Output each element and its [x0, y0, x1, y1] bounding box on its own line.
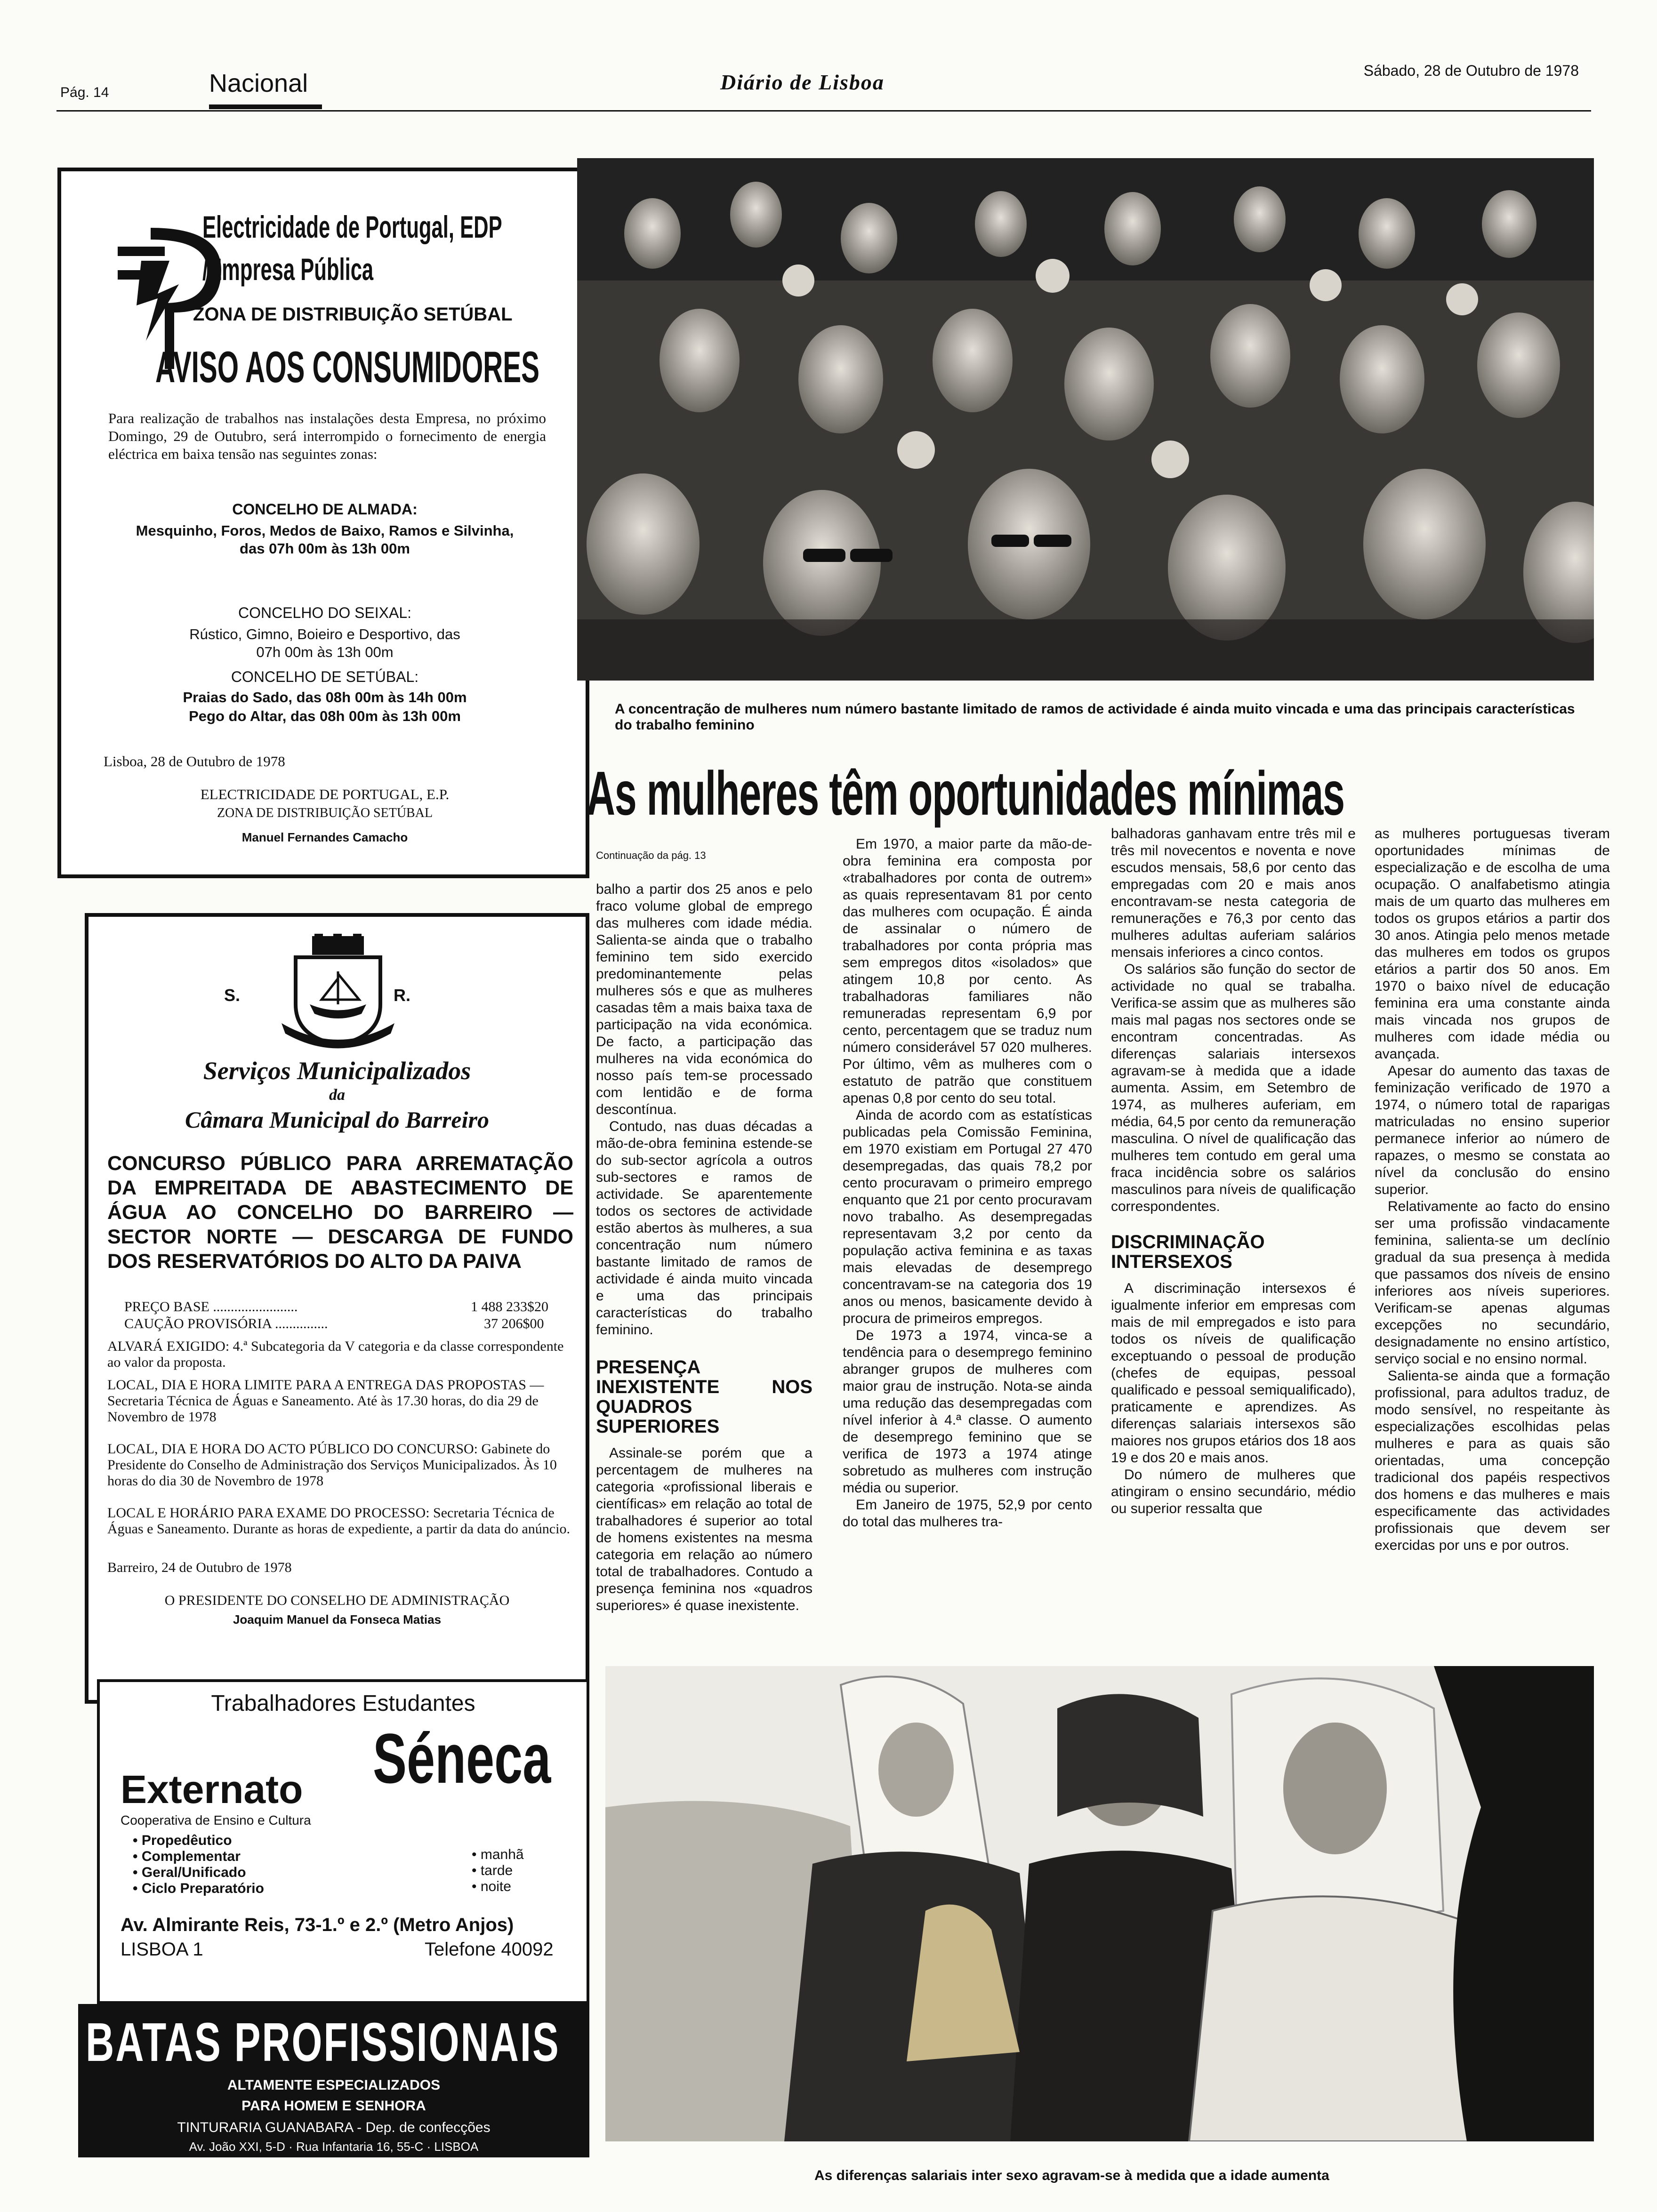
- edp-sign3: Manuel Fernandes Camacho: [241, 830, 408, 844]
- paragraph: balhadoras ganhavam entre três mil e três mil novecentos e noventa e nove escudos mensais, 58,6 por cento das empregadas com 20 e mais anos encontravam-se nesta categoria de remunerações e 76,3 por cento das mulheres adultas auferiam salários mensais inferiores a cinco contos.: [1111, 826, 1356, 960]
- course-item: • Ciclo Preparatório: [133, 1881, 264, 1896]
- edp-zone: ZONA DE DISTRIBUIÇÃO SETÚBAL: [193, 304, 513, 325]
- edp-sign2: ZONA DE DISTRIBUIÇÃO SETÚBAL: [217, 806, 433, 820]
- headline: As mulheres têm oportunidades mínimas: [587, 759, 1344, 828]
- edp-ad: [57, 168, 589, 878]
- batas-line2: PARA HOMEM E SENHORA: [241, 2098, 426, 2114]
- article-col-1: [596, 847, 812, 1614]
- barreiro-sign2: Joaquim Manuel da Fonseca Matias: [233, 1612, 442, 1627]
- seneca-city: LISBOA 1: [121, 1939, 203, 1960]
- masthead: Diário de Lisboa: [720, 70, 885, 94]
- paragraph: Contudo, nas duas décadas a mão-de-obra feminina estende-se do sub-sector agrícola a outros sub-sectores e ramos de actividade. Se aparentemente todos os sectores de actividade estão abertos às mulheres, a sua concentração num número bastante limitado de ramos de actividade é ainda muito vincada e uma das principais características do trabalho feminino.: [596, 1119, 812, 1338]
- barreiro-title3: Câmara Municipal do Barreiro: [185, 1106, 489, 1133]
- crest-label-left: S.: [224, 986, 241, 1005]
- subhead-discriminacao: DISCRIMINAÇÃO INTERSEXOS: [1111, 1232, 1265, 1272]
- edp-place-date: Lisboa, 28 de Outubro de 1978: [104, 753, 285, 769]
- alvara-text: ALVARÁ EXIGIDO: 4.ª Subcategoria da V categoria e da classe correspondente ao valor da proposta.: [107, 1338, 564, 1370]
- edp-title-line1: Electricidade de Portugal, EDP: [202, 209, 502, 244]
- barreiro-title2: da: [329, 1086, 345, 1104]
- preco-label: PREÇO BASE ........................: [124, 1299, 298, 1314]
- paragraph: Relativamente ao facto do ensino ser uma profissão vindacamente feminina, salienta-se um declínio gradual da sua presença à medida que passamos dos níveis de ensino inferiores aos níveis superiores. Verificam-se apenas algumas excepções no secundário, designadamente no ensino artístico, serviço social e no ensino normal.: [1375, 1199, 1610, 1367]
- edp-setubal-title: CONCELHO DE SETÚBAL:: [231, 668, 419, 685]
- paragraph: A discriminação intersexos é igualmente inferior em empresas com mais de mil empregados e isto para todos os níveis de qualificação exceptuando o pessoal de produção (chefes de equipas, pessoal qualificado e pessoal semiqualificado), praticamente e aprendizes. As diferenças salariais intersexos são maiores nos grupos etários dos 18 aos 19 e dos 20 e mais anos.: [1111, 1281, 1356, 1466]
- subhead-presenca: PRESENÇA INEXISTENTE NOS QUADROS SUPERIORES: [596, 1357, 812, 1437]
- time-item: • tarde: [472, 1863, 513, 1878]
- edp-intro: Para realização de trabalhos nas instalações desta Empresa, no próximo Domingo, 29 de Outubro, será interrompido o fornecimento de energia eléctrica em baixa tensão nas seguintes zonas:: [108, 410, 546, 462]
- course-item: • Complementar: [133, 1849, 241, 1864]
- edp-seixal-title: CONCELHO DO SEIXAL:: [238, 604, 412, 621]
- barreiro-ad: [85, 913, 589, 1704]
- paragraph: Em Janeiro de 1975, 52,9 por cento do total das mulheres tra-: [843, 1497, 1092, 1530]
- paragraph: Em 1970, a maior parte da mão-de-obra feminina era composta por «trabalhadores por conta de outrem» as quais representavam 81 por cento das mulheres com ocupação. É ainda de assinalar o número de trabalhadores por conta própria mas sem empregos ditos «isolados» que atingem 10,8 por cento. As trabalhadoras familiares não remuneradas representam 6,9 por cento, percentagem que se traduz num número considerável 57 020 mulheres. Por último, vêm as mulheres com o estatuto de patrão que constituem apenas 0,8 por cento do seu total.: [843, 836, 1092, 1106]
- preco-value: 1 488 233$20: [471, 1299, 548, 1314]
- seneca-coop: Cooperativa de Ensino e Cultura: [121, 1813, 311, 1827]
- local-acto-text: LOCAL, DIA E HORA DO ACTO PÚBLICO DO CONCURSO: Gabinete do Presidente do Conselho de Administração dos Serviços Municipalizados. Às 10 horas do dia 30 de Novembro de 1978: [107, 1441, 557, 1489]
- article-col-3: [1111, 825, 1356, 1517]
- course-item: • Propedêutico: [133, 1833, 232, 1848]
- seneca-courses: [133, 1833, 264, 1897]
- seneca-times: [472, 1847, 524, 1895]
- caucao-label: CAUÇÃO PROVISÓRIA ...............: [124, 1316, 328, 1331]
- paragraph: Salienta-se ainda que a formação profissional, para adultos traduz, de modo sensível, no respeitante às especializações escolhidas pelas mulheres e para as quais são orientadas, uma concepção tradicional dos papéis respectivos dos homens e das mulheres e mais especificamente das actividades profissionais que devem ser exercidas por uns e por outros.: [1375, 1368, 1610, 1553]
- seneca-phone: Telefone 40092: [425, 1939, 554, 1960]
- local-entrega-text: LOCAL, DIA E HORA LIMITE PARA A ENTREGA DAS PROPOSTAS — Secretaria Técnica de Águas e Saneamento. Até às 17.30 horas, do dia 29 de Novembro de 1978: [107, 1377, 544, 1425]
- edp-almada-text: Mesquinho, Foros, Medos de Baixo, Ramos e Silvinha, das 07h 00m às 13h 00m: [136, 522, 514, 557]
- local-exame-text: LOCAL E HORÁRIO PARA EXAME DO PROCESSO: Secretaria Técnica de Águas e Saneamento. Durante as horas de expediente, a partir da data do anúncio.: [107, 1505, 570, 1537]
- protest-photo-image: [577, 158, 1594, 681]
- seneca-name1: Externato: [121, 1767, 303, 1811]
- issue-date: Sábado, 28 de Outubro de 1978: [1363, 62, 1579, 79]
- seneca-name2: Séneca: [373, 1719, 551, 1798]
- paragraph: as mulheres portuguesas tiveram oportunidades mínimas de especialização e de escolha de uma ocupação. O analfabetismo atingia mais de um quarto das mulheres em todos os grupos etários a partir dos 30 anos. Atingia pelo menos metade das mulheres em todos os grupos etários a partir dos 50 anos. Em 1970 o baixo nível de educação feminina era uma constante ainda mais vincada nos grupos de mulheres com idade média ou avançada.: [1375, 826, 1610, 1062]
- edp-title-line2: /Empresa Pública: [202, 252, 374, 287]
- page-number: Pág. 14: [60, 85, 109, 100]
- batas-title: BATAS PROFISSIONAIS: [86, 2012, 560, 2073]
- barreiro-sign1: O PRESIDENTE DO CONSELHO DE ADMINISTRAÇÃO: [164, 1593, 510, 1608]
- paragraph: Do número de mulheres que atingiram o ensino secundário, médio ou superior ressalta que: [1111, 1467, 1356, 1516]
- section-underline: [209, 104, 322, 109]
- seneca-top: Trabalhadores Estudantes: [211, 1691, 475, 1716]
- barreiro-crest-icon: [267, 934, 409, 1051]
- course-item: • Geral/Unificado: [133, 1865, 246, 1880]
- time-item: • manhã: [472, 1847, 524, 1862]
- batas-line1: ALTAMENTE ESPECIALIZADOS: [227, 2077, 441, 2093]
- paragraph: Ainda de acordo com as estatísticas publicadas pela Comissão Feminina, em 1970 existiam em Portugal 27 470 desempregadas, das quais 78,2 por cento procuravam o primeiro emprego enquanto que 21 por cento procuravam novo trabalho. As desempregadas representavam 3,2 por cento da população activa feminina e as taxas mais elevadas de desemprego concentravam-se na categoria dos 19 anos ou menos, basicamente devido à procura de primeiros empregos.: [843, 1107, 1092, 1326]
- women-photo-image: [605, 1666, 1594, 2141]
- batas-ad: [78, 2004, 589, 2157]
- barreiro-place-date: Barreiro, 24 de Outubro de 1978: [107, 1560, 292, 1575]
- continuation-note: Continuação da pág. 13: [596, 850, 706, 861]
- photo2-caption: As diferenças salariais inter sexo agravam-se à medida que a idade aumenta: [814, 2168, 1329, 2183]
- crest-label-right: R.: [394, 986, 410, 1005]
- barreiro-title1: Serviços Municipalizados: [203, 1057, 471, 1085]
- edp-sign1: ELECTRICIDADE DE PORTUGAL, E.P.: [200, 786, 450, 802]
- paragraph: Assinale-se porém que a percentagem de mulheres na categoria «profissional liberais e científicas» em relação ao total de trabalhadores é superior ao total de homens existentes na mesma categoria em relação ao número total de trabalhadores. Contudo a presença feminina nos «quadros superiores» é quase inexistente.: [596, 1445, 812, 1613]
- edp-seixal-text: Rústico, Gimno, Boieiro e Desportivo, das 07h 00m às 13h 00m: [189, 626, 460, 660]
- article-col-2: [843, 836, 1092, 1531]
- batas-line3: TINTURARIA GUANABARA - Dep. de confecções: [177, 2120, 491, 2135]
- batas-line4: Av. João XXI, 5-D · Rua Infantaria 16, 55-C · LISBOA: [189, 2140, 479, 2154]
- paragraph: De 1973 a 1974, vinca-se a tendência para o desemprego feminino abranger grupos de mulheres com maior grau de instrução. Nota-se ainda uma redução das desempregadas com nível inferior à 4.ª classe. O aumento de desemprego feminino que se verifica de 1973 a 1974 atinge sobretudo as mulheres com instrução média ou superior.: [843, 1328, 1092, 1496]
- women-photo: [605, 1666, 1594, 2141]
- edp-setubal-text2: Pego do Altar, das 08h 00m às 13h 00m: [189, 708, 461, 724]
- section-name: Nacional: [209, 69, 308, 97]
- edp-setubal-text1: Praias do Sado, das 08h 00m às 14h 00m: [183, 689, 467, 705]
- protest-photo: [577, 158, 1594, 681]
- barreiro-heading: CONCURSO PÚBLICO PARA ARREMATAÇÃO DA EMPREITADA DE ABASTECIMENTO DE ÁGUA AO CONCELHO DO BARREIRO — SECTOR NORTE — DESCARGA DE FUNDO DOS RESERVATÓRIOS DO ALTO DA PAIVA: [107, 1152, 573, 1273]
- paragraph: Apesar do aumento das taxas de feminização verificado de 1970 a 1974, o número total de raparigas matriculadas no ensino superior permanece inferior ao número de rapazes, o mesmo se constata ao nível da conclusão do ensino superior.: [1375, 1063, 1610, 1197]
- paragraph: balho a partir dos 25 anos e pelo fraco volume global de emprego das mulheres com idade média. Salienta-se ainda que o trabalho feminino tem sido exercido predominantemente pelas mulheres sós e que as mulheres casadas têm a mais baixa taxa de participação na vida económica. De facto, a participação das mulheres na vida económica do nosso país tem-se processado com lentidão e de forma descontínua.: [596, 882, 812, 1117]
- seneca-ad: [97, 1679, 589, 2004]
- time-item: • noite: [472, 1879, 511, 1894]
- edp-almada-title: CONCELHO DE ALMADA:: [232, 501, 418, 518]
- seneca-address: Av. Almirante Reis, 73-1.º e 2.º (Metro Anjos): [121, 1915, 514, 1935]
- header-rule: [56, 110, 1591, 112]
- photo1-caption: A concentração de mulheres num número bastante limitado de ramos de actividade é ainda muito vincada e uma das principais características do trabalho feminino: [615, 701, 1575, 733]
- paragraph: Os salários são função do sector de actividade no qual se trabalha. Verifica-se assim que as mulheres são mais mal pagas nos sectores onde se encontram concentradas. As diferenças salariais intersexos agravam-se à medida que a idade aumenta. Assim, em Setembro de 1974, as mulheres auferiam, em média, 64,5 por cento da remuneração masculina. O nível de qualificação das mulheres tem contudo em geral uma fraca incidência sobre os salários masculinos para níveis de qualificação correspondentes.: [1111, 962, 1356, 1214]
- article-col-4: [1375, 825, 1610, 1554]
- edp-notice: AVISO AOS CONSUMIDORES: [155, 342, 540, 392]
- caucao-value: 37 206$00: [484, 1316, 544, 1331]
